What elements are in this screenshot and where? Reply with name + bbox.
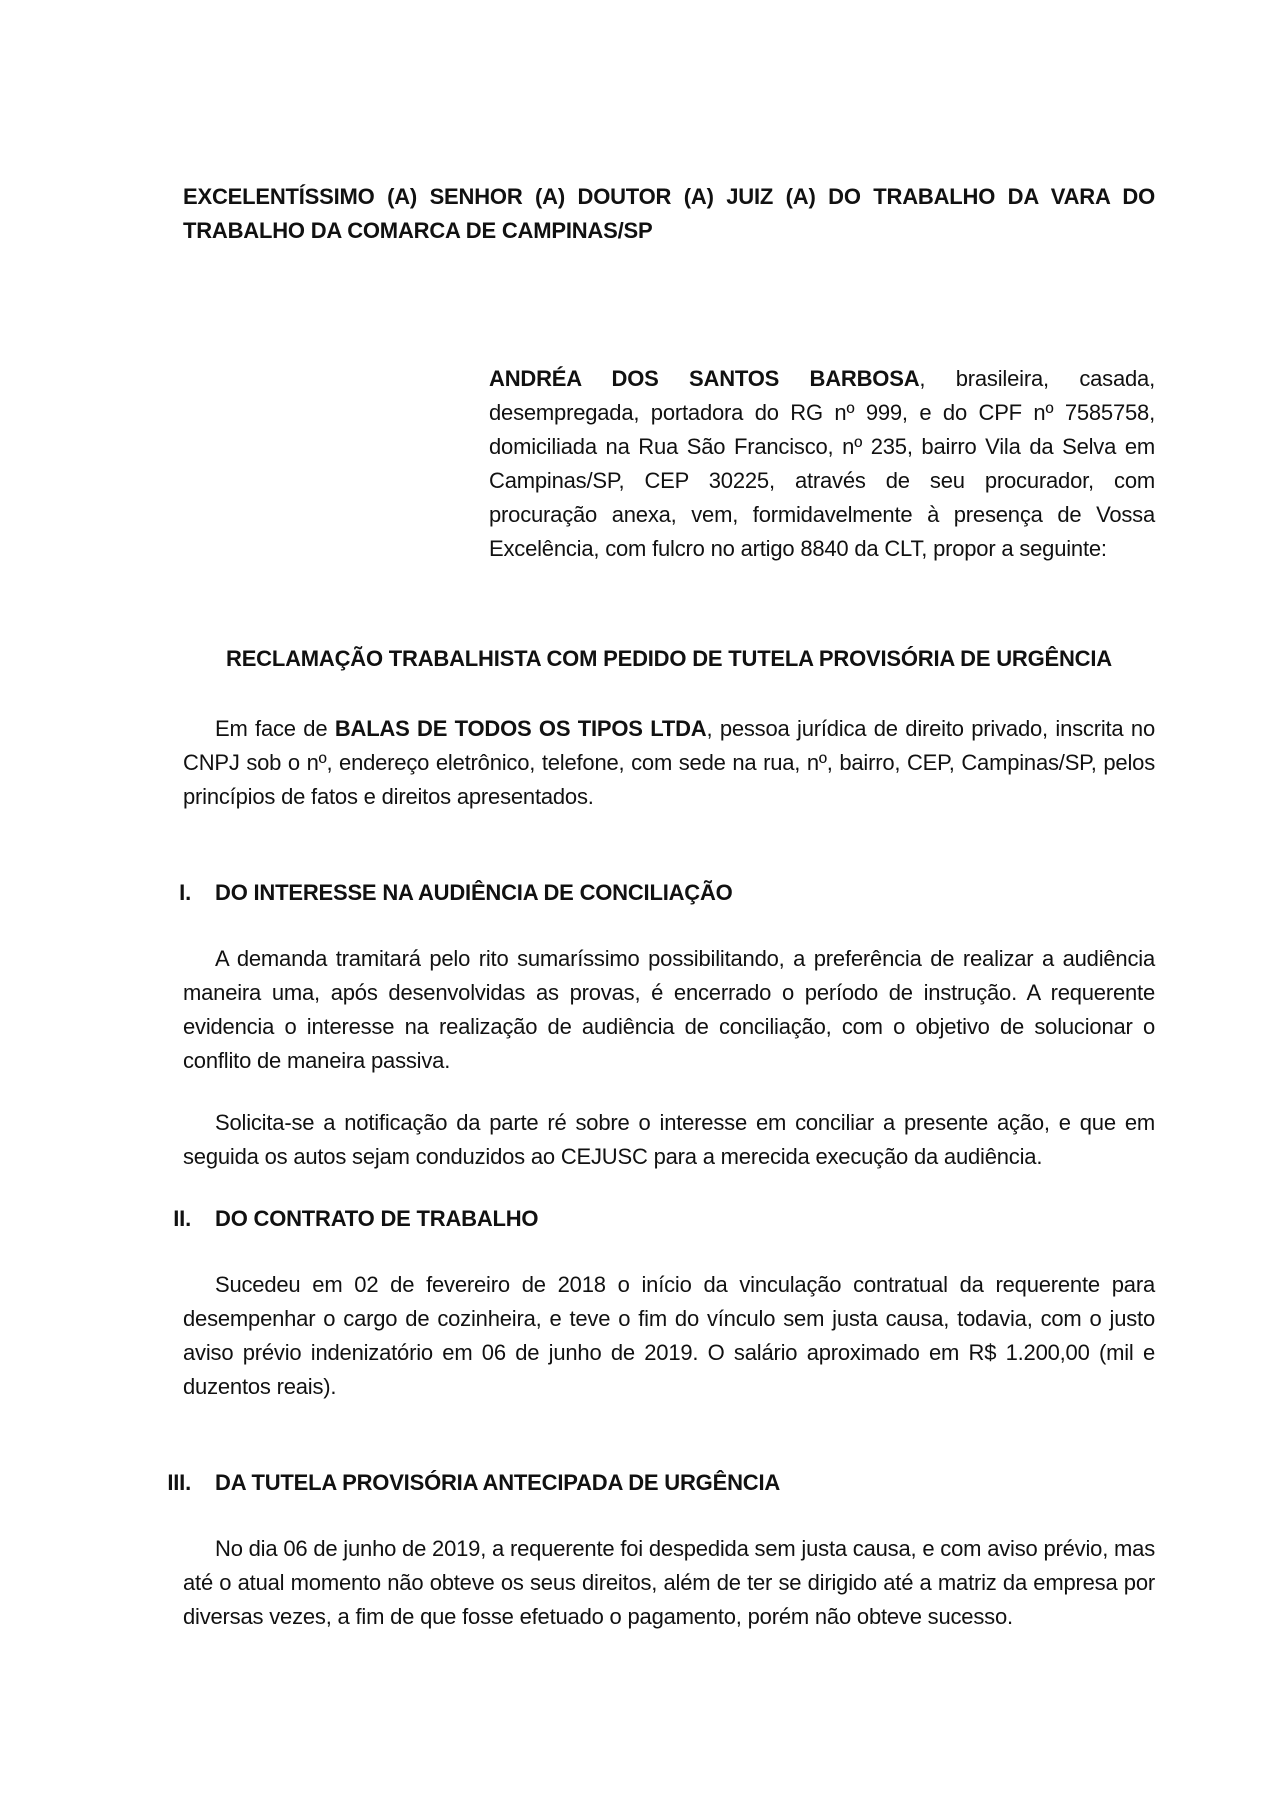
respondent-paragraph bbox=[183, 712, 1155, 814]
section-heading-2 bbox=[173, 1202, 1155, 1236]
section-heading-1 bbox=[179, 876, 1155, 910]
section-number: II. bbox=[173, 1206, 191, 1231]
document-page bbox=[167, 180, 1156, 1634]
respondent-company: BALAS DE TODOS OS TIPOS LTDA bbox=[334, 716, 707, 741]
respondent-details: , pessoa jurídica de direito privado, inscrita no CNPJ sob o nº, endereço eletrônico, telefone, com sede na rua, nº, bairro, CEP, Campinas/SP, pelos princípios de fatos e direitos apresentados. bbox=[183, 716, 1155, 809]
plaintiff-name: ANDRÉA DOS SANTOS BARBOSA bbox=[489, 366, 920, 391]
respondent-prefix: Em face de bbox=[215, 716, 335, 741]
section-number: III. bbox=[167, 1470, 191, 1495]
section-number: I. bbox=[179, 880, 191, 905]
court-address-header: EXCELENTÍSSIMO (A) SENHOR (A) DOUTOR (A) JUIZ (A) DO TRABALHO DA VARA DO TRABALHO DA COMARCA DE CAMPINAS/SP bbox=[183, 184, 1155, 243]
section-1-paragraph-2: Solicita-se a notificação da parte ré sobre o interesse em conciliar a presente ação, e que em seguida os autos sejam conduzidos ao CEJUSC para a merecida execução da audiência. bbox=[183, 1110, 1155, 1169]
section-heading-3 bbox=[167, 1466, 1155, 1500]
section-2-paragraph-1: Sucedeu em 02 de fevereiro de 2018 o início da vinculação contratual da requerente para desempenhar o cargo de cozinheira, e teve o fim do vínculo sem justa causa, todavia, com o justo aviso prévio indenizatório em 06 de junho de 2019. O salário aproximado em R$ 1.200,00 (mil e duzentos reais). bbox=[183, 1272, 1155, 1399]
section-title: DO INTERESSE NA AUDIÊNCIA DE CONCILIAÇÃO bbox=[215, 880, 733, 905]
section-3-paragraph-1: No dia 06 de junho de 2019, a requerente foi despedida sem justa causa, e com aviso prévio, mas até o atual momento não obteve os seus direitos, além de ter se dirigido até a matriz da empresa por diversas vezes, a fim de que fosse efetuado o pagamento, porém não obteve sucesso. bbox=[183, 1536, 1155, 1629]
plaintiff-qualification bbox=[489, 362, 1155, 566]
section-title: DO CONTRATO DE TRABALHO bbox=[215, 1206, 539, 1231]
action-title: RECLAMAÇÃO TRABALHISTA COM PEDIDO DE TUTELA PROVISÓRIA DE URGÊNCIA bbox=[226, 646, 1112, 671]
section-title: DA TUTELA PROVISÓRIA ANTECIPADA DE URGÊNCIA bbox=[215, 1470, 781, 1495]
plaintiff-details: , brasileira, casada, desempregada, portadora do RG nº 999, e do CPF nº 7585758, domiciliada na Rua São Francisco, nº 235, bairro Vila da Selva em Campinas/SP, CEP 30225, através de seu procurador, com procuração anexa, vem, formidavelmente à presença de Vossa Excelência, com fulcro no artigo 8840 da CLT, propor a seguinte: bbox=[489, 366, 1156, 561]
section-1-paragraph-1: A demanda tramitará pelo rito sumaríssimo possibilitando, a preferência de realizar a audiência maneira uma, após desenvolvidas as provas, é encerrado o período de instrução. A requerente evidencia o interesse na realização de audiência de conciliação, com o objetivo de solucionar o conflito de maneira passiva. bbox=[183, 946, 1155, 1073]
